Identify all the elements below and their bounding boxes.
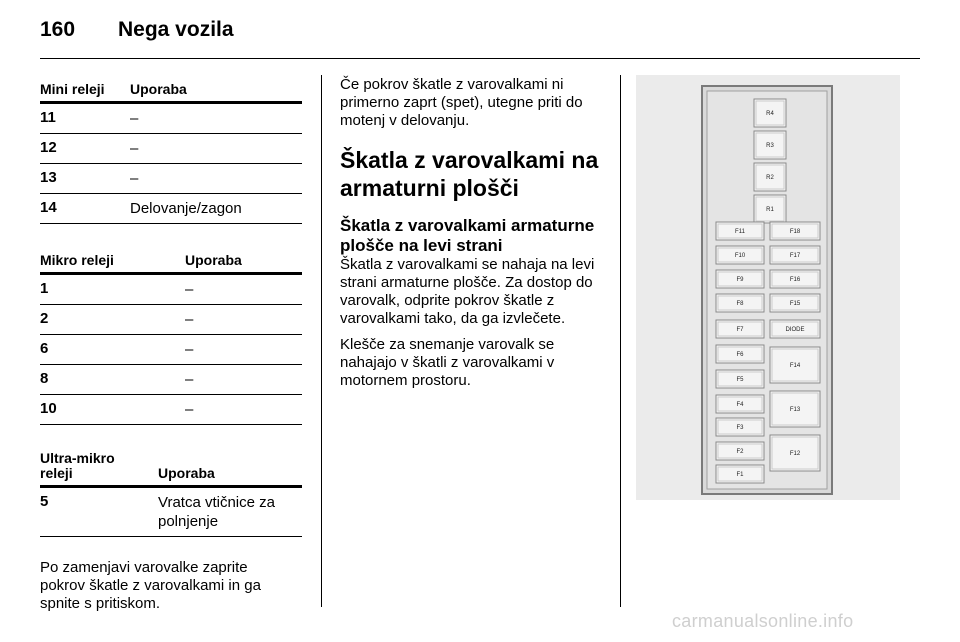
left-fuse-label: F8 [736,301,744,307]
section-heading: Škatla z varovalkami na armaturni plošči [340,147,599,201]
relay-number: 10 [40,400,57,417]
column-header-relay: Ultra-mikro releji [40,450,115,481]
right-fuse-f14 [770,347,820,383]
left-fuse-f8 [716,294,764,312]
relay-label: R1 [766,207,774,213]
relay-use: – [185,341,194,358]
left-fuse-f10 [716,246,764,264]
table-row [40,164,302,194]
table-row [40,275,302,305]
relay-number: 2 [40,310,49,327]
ultra-micro-relays-table [40,447,302,537]
closing-instruction: Po zamenjavi varovalke zaprite pokrov škatle z varovalkami in ga spnite s pritiskom. [40,559,261,612]
left-fuse-f9 [716,270,764,288]
left-fuse-label: F7 [736,327,744,333]
right-fuse-f12 [770,435,820,471]
table-row [40,365,302,395]
right-fuse-label: F17 [789,253,801,259]
relay-label: R2 [766,175,774,181]
right-fuse-diode [770,320,820,338]
left-fuse-f7 [716,320,764,338]
left-fuse-f2 [716,442,764,460]
page-title: Nega vozila [118,18,234,41]
right-fuse-label: F15 [789,301,801,307]
relay-number: 11 [40,109,56,126]
table-header [40,75,302,104]
subsection-heading: Škatla z varovalkami armaturne plošče na levi strani [340,216,595,255]
fuse-box-diagram [636,75,900,500]
table-row [40,134,302,164]
right-fuse-label: F14 [789,363,801,369]
relay-r1 [754,195,786,223]
left-fuse-f5 [716,370,764,388]
relay-use: – [185,281,194,298]
column-divider [321,75,322,607]
page-number: 160 [40,18,76,41]
right-fuse-label: F18 [789,229,801,235]
relay-use: Vratca vtičnice za polnjenje [158,494,275,530]
relay-number: 14 [40,199,57,216]
micro-relays-table [40,246,302,425]
table-row [40,305,302,335]
left-fuse-label: F9 [736,277,744,283]
right-fuse-f13 [770,391,820,427]
relay-number: 5 [40,493,49,510]
right-fuse-f16 [770,270,820,288]
relay-use: – [130,110,139,127]
column-header-relay: Mini releji [40,81,105,97]
left-fuse-f1 [716,465,764,483]
table-row [40,395,302,425]
left-fuse-label: F11 [735,229,745,235]
watermark: carmanualsonline.info [672,611,854,631]
relay-number: 8 [40,370,49,387]
relay-use: – [185,311,194,328]
relay-use: – [185,401,194,418]
left-column [40,75,302,613]
right-fuse-label: F12 [789,451,801,457]
left-fuse-label: F2 [736,449,744,455]
column-header-use: Uporaba [130,81,187,97]
column-header-relay: Mikro releji [40,252,114,268]
relay-number: 1 [40,280,49,297]
left-fuse-label: F1 [736,472,744,478]
left-fuse-f4 [716,395,764,413]
table-row [40,104,302,134]
left-fuse-f11 [716,222,764,240]
column-divider [620,75,621,607]
column-header-use: Uporaba [185,252,242,268]
right-fuse-f15 [770,294,820,312]
table-header [40,447,302,488]
relay-r4 [754,99,786,127]
relay-use: – [185,371,194,388]
column-header-use: Uporaba [158,465,215,481]
left-fuse-label: F10 [734,253,746,259]
left-fuse-label: F3 [736,425,744,431]
puller-paragraph: Klešče za snemanje varovalk se nahajajo v škatli z varovalkami v motornem prostoru. [340,336,555,389]
relay-number: 12 [40,139,57,156]
relay-number: 13 [40,169,57,186]
right-fuse-label: F13 [789,407,801,413]
right-fuse-label: DIODE [785,327,805,333]
fuse-box-illustration [636,75,900,500]
left-fuse-label: F5 [736,377,744,383]
cover-warning: Če pokrov škatle z varovalkami ni primerno zaprt (spet), utegne priti do motenj v delovanju. [340,76,583,129]
left-fuse-label: F4 [736,402,744,408]
relay-r3 [754,131,786,159]
table-row [40,335,302,365]
relay-label: R3 [766,143,774,149]
middle-column [340,76,610,390]
relay-use: – [130,170,139,187]
left-fuse-f6 [716,345,764,363]
right-fuse-f17 [770,246,820,264]
relay-number: 6 [40,340,49,357]
header-rule [40,58,920,59]
left-fuse-label: F6 [736,352,744,358]
relay-label: R4 [766,111,774,117]
right-fuse-label: F16 [789,277,801,283]
right-fuse-f18 [770,222,820,240]
relay-r2 [754,163,786,191]
relay-use: Delovanje/zagon [130,200,242,217]
table-row [40,488,302,537]
table-header [40,246,302,275]
left-fuse-f3 [716,418,764,436]
mini-relays-table [40,75,302,224]
location-paragraph: Škatla z varovalkami se nahaja na levi strani armaturne plošče. Za dostop do varovalk, odprite pokrov škatle z varovalkami tako, da ga izvlečete. [340,256,595,327]
table-row [40,194,302,224]
relay-use: – [130,140,139,157]
